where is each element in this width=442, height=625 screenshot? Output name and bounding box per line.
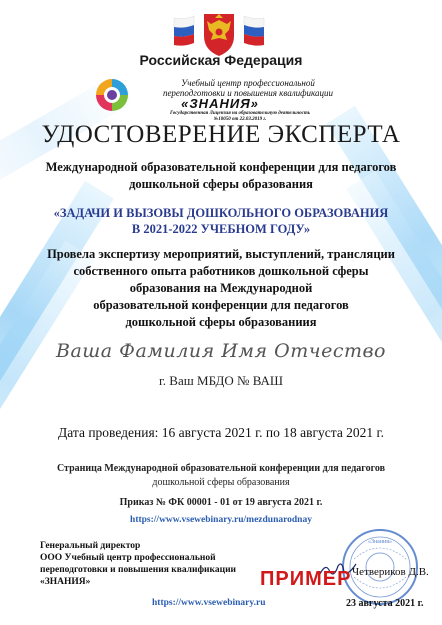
director-company: ООО Учебный центр профессиональной — [40, 553, 216, 563]
org-name-line: Учебный центр профессиональной — [181, 78, 315, 88]
conference-page-line: дошкольной сферы образования — [152, 477, 290, 488]
stamp-text: «Знания» — [367, 539, 393, 545]
issue-date: 23 августа 2021 г. — [346, 598, 424, 609]
sample-watermark: ПРИМЕР — [260, 568, 352, 590]
country-name: Российская Федерация — [139, 52, 303, 68]
conference-page-line: Страница Международной образовательной конференции для педагогов — [56, 463, 386, 474]
org-brand-name: «ЗНАНИЯ» — [181, 96, 259, 111]
document-title: УДОСТОВЕРЕНИЕ ЭКСПЕРТА — [41, 121, 401, 148]
license-line: Государственная Лицензия на образовательную деятельность — [169, 111, 311, 116]
director-company: «ЗНАНИЯ» — [40, 577, 91, 587]
russian-flag-icon — [242, 14, 268, 48]
signer-name: Четвериков Д.В. — [352, 566, 429, 578]
body-text-line: собственного опыта работников дошкольной сферы — [73, 264, 369, 278]
conference-theme: В 2021-2022 УЧЕБНОМ ГОДУ» — [131, 222, 311, 236]
order-number: Приказ № ФК 00001 - 01 от 19 августа 2021 г. — [119, 497, 323, 508]
body-text-line: образовательной конференции для педагогов — [93, 298, 349, 312]
conference-theme: «ЗАДАЧИ И ВЫЗОВЫ ДОШКОЛЬНОГО ОБРАЗОВАНИЯ — [53, 206, 389, 220]
conference-line: Международной образовательной конференции для педагогов — [45, 160, 397, 174]
znaniya-logo-icon — [92, 75, 132, 115]
body-text-line: образования на Международной — [129, 281, 313, 295]
recipient-place: г. Ваш МБДО № ВАШ — [158, 373, 284, 388]
conference-url-link[interactable]: https://www.vsewebinary.ru/mezdunarodnay — [130, 515, 312, 525]
director-company: переподготовки и повышения квалификации — [40, 565, 237, 575]
conference-line: дошкольной сферы образования — [129, 177, 313, 191]
recipient-name: Ваша Фамилия Имя Отчество — [56, 340, 386, 362]
event-dates: Дата проведения: 16 августа 2021 г. по 18 августа 2021 г. — [58, 425, 384, 440]
body-text-line: Провела экспертизу мероприятий, выступлений, трансляции — [47, 247, 395, 261]
russian-flag-icon — [170, 14, 196, 48]
director-title: Генеральный директор — [40, 541, 141, 551]
org-name-line: переподготовки и повышения квалификации — [162, 88, 334, 98]
russian-coat-of-arms-icon — [196, 8, 242, 58]
body-text-line: дошкольной сферы образованиия — [125, 315, 317, 329]
license-number: №10050 от 22.03.2019 г. — [213, 117, 267, 122]
site-url-link[interactable]: https://www.vsewebinary.ru — [152, 598, 266, 608]
